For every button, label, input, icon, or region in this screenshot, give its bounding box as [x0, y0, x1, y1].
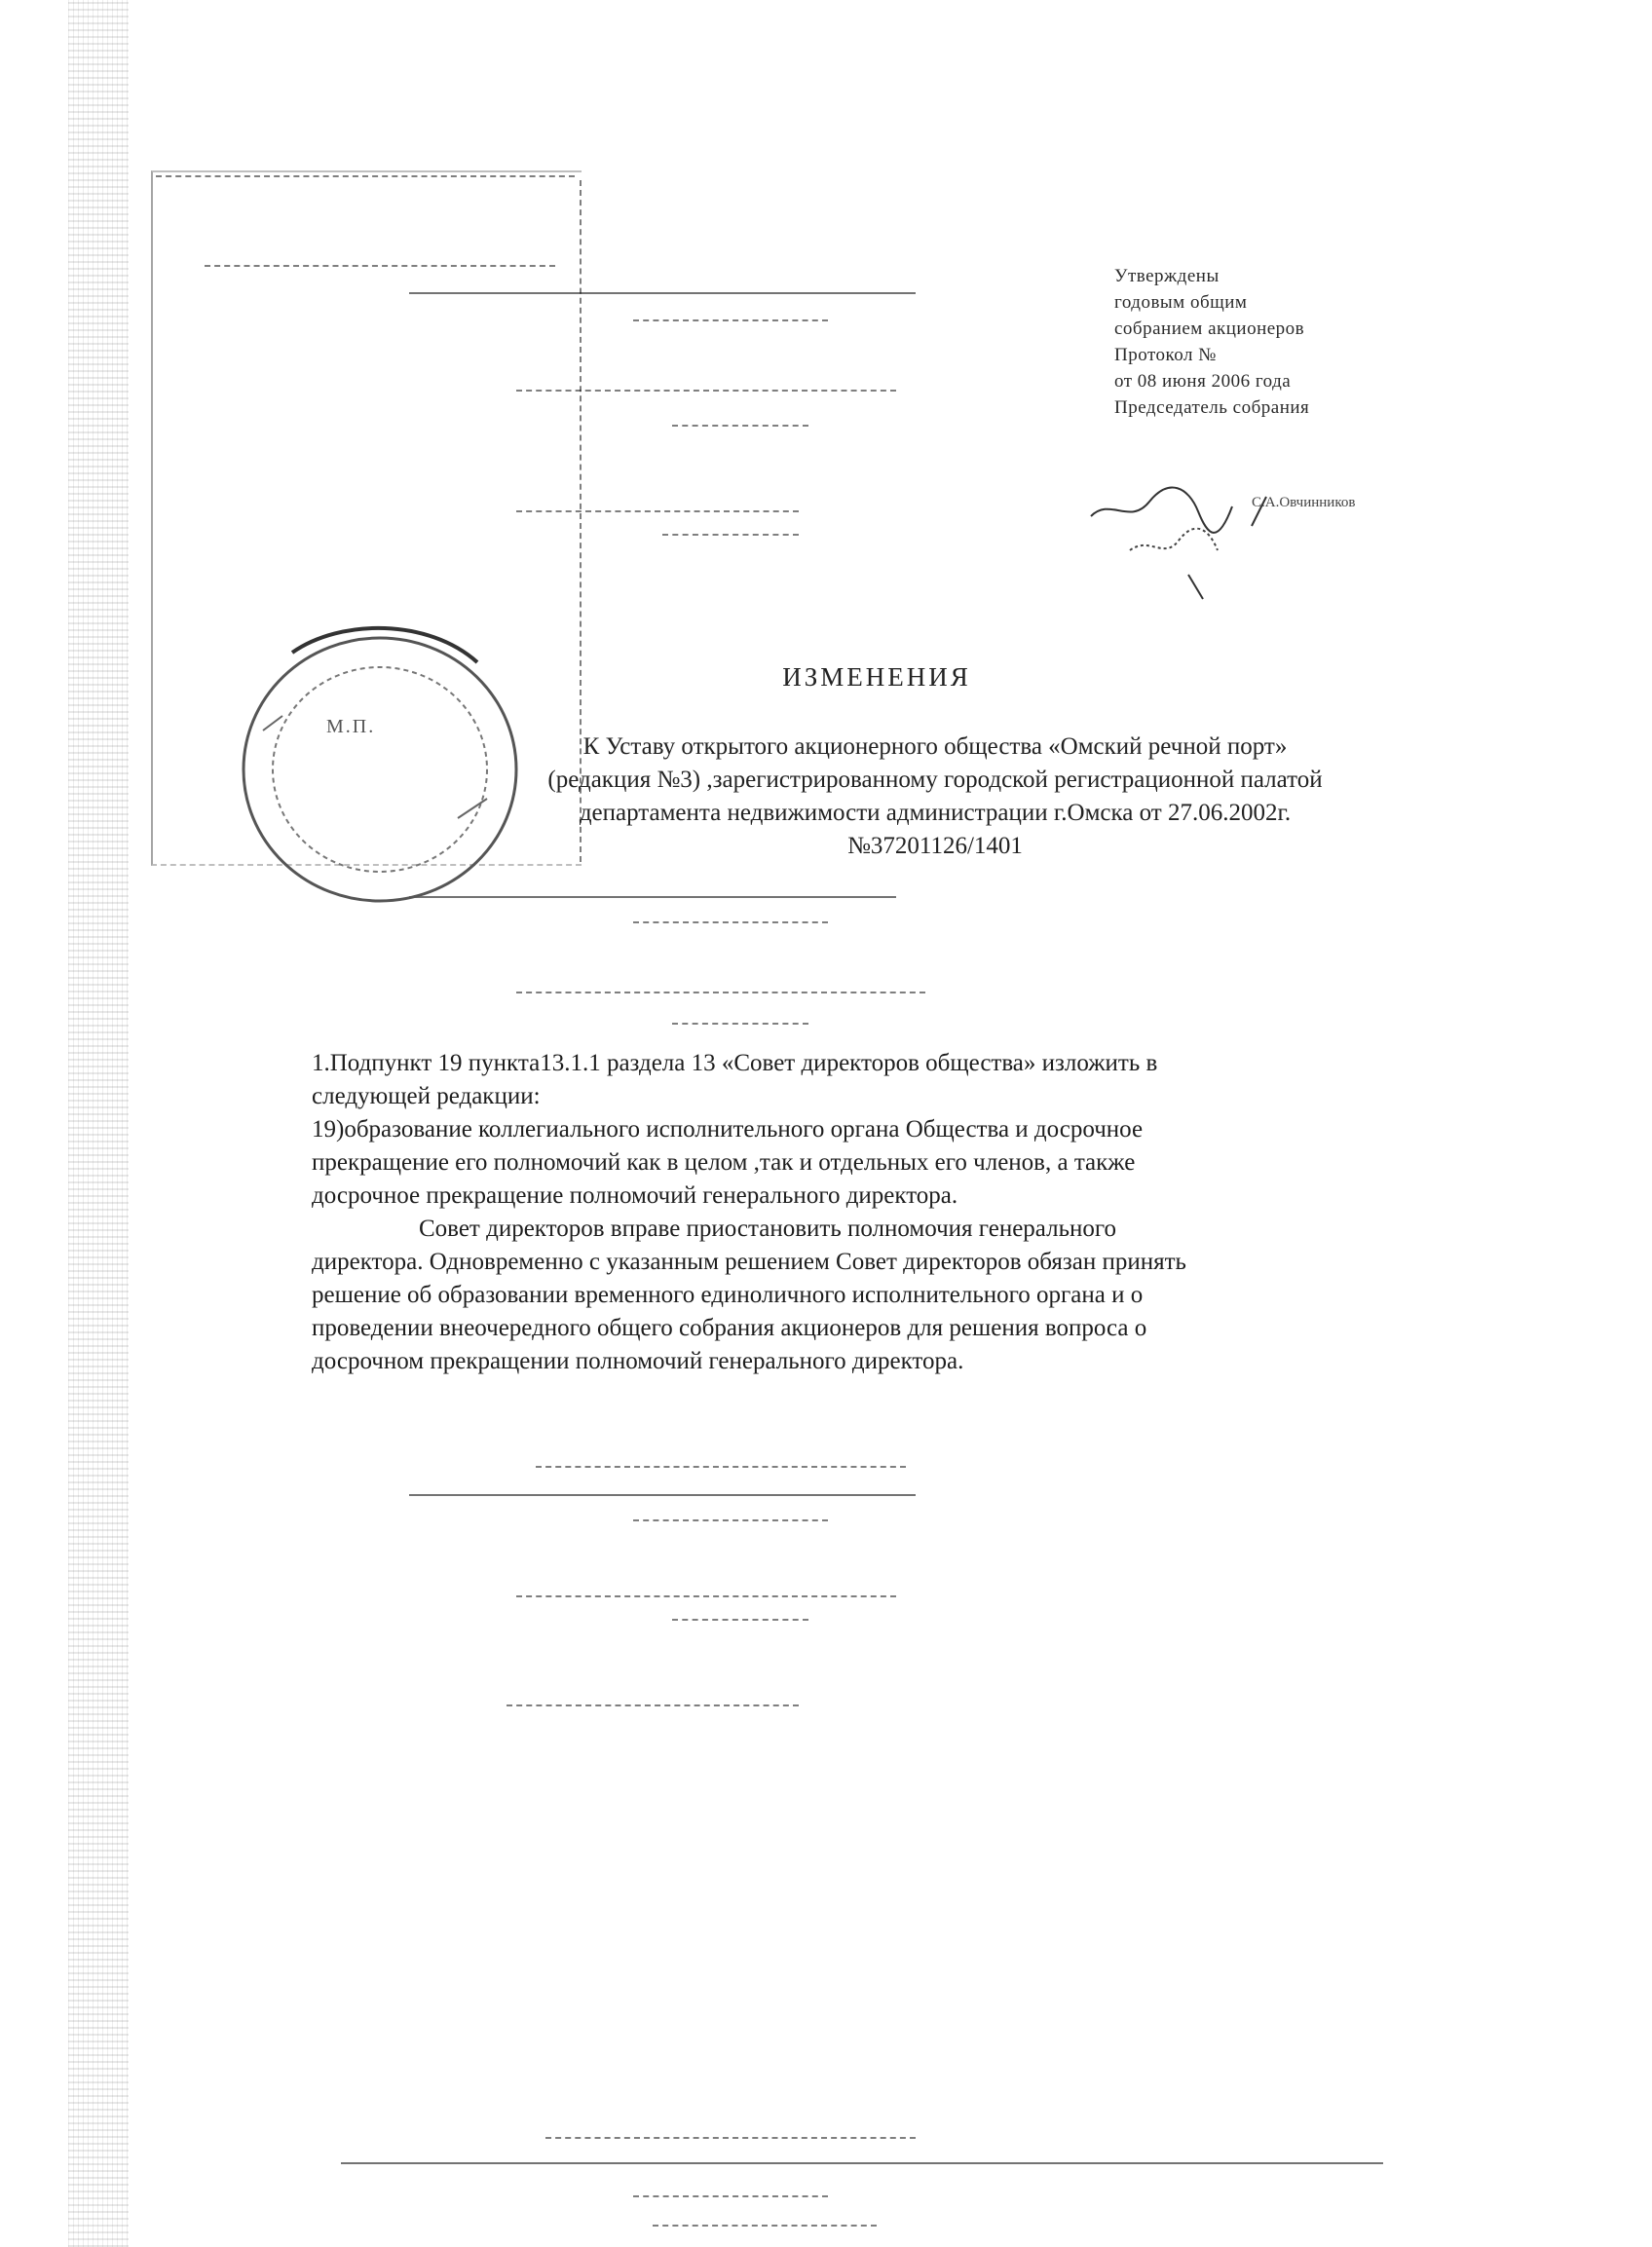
paragraph-line: решение об образовании временного единоличного исполнительного органа и о — [312, 1282, 1144, 1308]
approval-block — [1114, 263, 1426, 421]
form-line — [341, 2162, 1383, 2164]
approval-line: собранием акционеров — [1114, 318, 1305, 339]
paragraph-line: Совет директоров вправе приостановить полномочия генерального — [419, 1216, 1116, 1242]
form-line — [672, 1023, 808, 1025]
paragraph-line: проведении внеочередного общего собрания акционеров для решения вопроса о — [312, 1315, 1147, 1341]
form-line — [409, 292, 916, 294]
form-line — [205, 265, 555, 267]
form-line — [409, 1494, 916, 1496]
paragraph-line: 1.Подпункт 19 пункта13.1.1 раздела 13 «Совет директоров общества» изложить в — [312, 1050, 1158, 1076]
subheader-line: (редакция №3) ,зарегистрированному городской регистрационной палатой — [547, 767, 1323, 793]
form-line — [653, 2225, 877, 2227]
paragraph-line: директора. Одновременно с указанным решением Совет директоров обязан принять — [312, 1249, 1186, 1275]
form-line — [662, 534, 799, 536]
form-line — [633, 2195, 828, 2197]
stamp-label: М.П. — [326, 716, 376, 737]
approval-line: Председатель собрания — [1114, 397, 1310, 418]
paragraph-line: досрочное прекращение полномочий генерального директора. — [312, 1182, 958, 1209]
form-line — [536, 1466, 906, 1468]
form-line — [516, 992, 925, 993]
form-line — [516, 390, 896, 392]
approval-line: Протокол № — [1114, 345, 1217, 365]
form-line — [672, 1619, 808, 1621]
paragraph-line: прекращение его полномочий как в целом ,так и отдельных его членов, а также — [312, 1149, 1136, 1176]
signer-name: С.А.Овчинников — [1252, 495, 1356, 510]
form-line — [633, 1519, 828, 1521]
approval-line: Утверждены — [1114, 266, 1220, 286]
paragraph-line: 19)образование коллегиального исполнительного органа Общества и досрочное — [312, 1116, 1144, 1142]
document-subheader — [419, 730, 1451, 863]
registration-number: №37201126/1401 — [847, 833, 1023, 859]
form-line — [545, 2137, 916, 2139]
form-line — [507, 1704, 799, 1706]
document-title: ИЗМЕНЕНИЯ — [782, 662, 971, 692]
form-line — [516, 1595, 896, 1597]
subheader-line: К Уставу открытого акционерного общества «Омский речной порт» — [582, 733, 1288, 760]
scan-edge-artifact — [68, 0, 129, 2247]
form-line — [516, 510, 799, 512]
handwritten-signature — [1071, 458, 1422, 614]
paragraph-line: досрочном прекращении полномочий генерального директора. — [312, 1348, 964, 1374]
form-line — [156, 175, 575, 177]
approval-line: от 08 июня 2006 года — [1114, 371, 1292, 392]
paragraph-line: следующей редакции: — [312, 1083, 541, 1109]
form-line — [633, 319, 828, 321]
subheader-line: департамента недвижимости администрации г.Омска от 27.06.2002г. — [579, 800, 1292, 826]
form-line — [633, 921, 828, 923]
approval-line: годовым общим — [1114, 292, 1248, 313]
document-body — [312, 1047, 1461, 1378]
form-line — [672, 425, 808, 427]
